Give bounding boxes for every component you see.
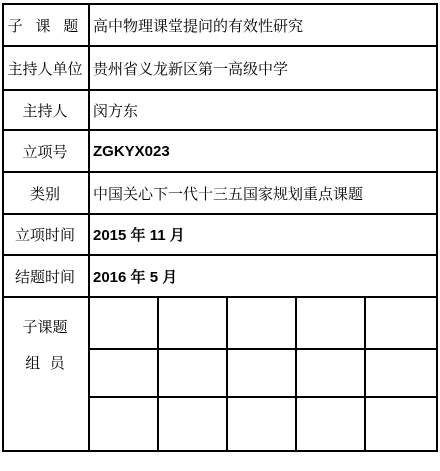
subtopic-label: 子 课 题 [7, 16, 83, 35]
member-cell [228, 398, 295, 448]
project-number-value: ZGKYX023 [93, 142, 170, 160]
member-cell [366, 298, 434, 348]
completion-date-label: 结题时间 [14, 267, 75, 286]
member-cell [90, 350, 157, 396]
subtopic-value: 高中物理课堂提问的有效性研究 [93, 16, 304, 35]
member-cell [90, 398, 157, 448]
host-label: 主持人 [22, 101, 68, 120]
completion-date-value: 2016 年 5 月 [93, 268, 178, 286]
member-cell [366, 398, 434, 448]
category-value: 中国关心下一代十三五国家规划重点课题 [93, 184, 364, 203]
member-cell [159, 398, 226, 448]
category-label: 类别 [29, 184, 60, 203]
project-number-label: 立项号 [22, 142, 68, 161]
member-cell [90, 298, 157, 348]
host-value: 闵方东 [93, 101, 139, 120]
table-border-right [436, 3, 438, 452]
member-cell [228, 350, 295, 396]
member-cell [159, 350, 226, 396]
members-label [2, 300, 88, 450]
host-institution-value: 贵州省义龙新区第一高级中学 [93, 59, 289, 78]
member-cell [366, 350, 434, 396]
member-cell [297, 398, 364, 448]
members-label-line2: 组 员 [25, 354, 65, 372]
member-cell [159, 298, 226, 348]
approval-date-value: 2015 年 11 月 [93, 227, 185, 244]
host-institution-label: 主持人单位 [7, 59, 83, 78]
table-border-bottom [2, 450, 438, 452]
member-cell [228, 298, 295, 348]
member-cell [297, 298, 364, 348]
approval-date-label: 立项时间 [14, 226, 75, 244]
member-cell [297, 350, 364, 396]
members-label-line1: 子课题 [22, 318, 68, 336]
